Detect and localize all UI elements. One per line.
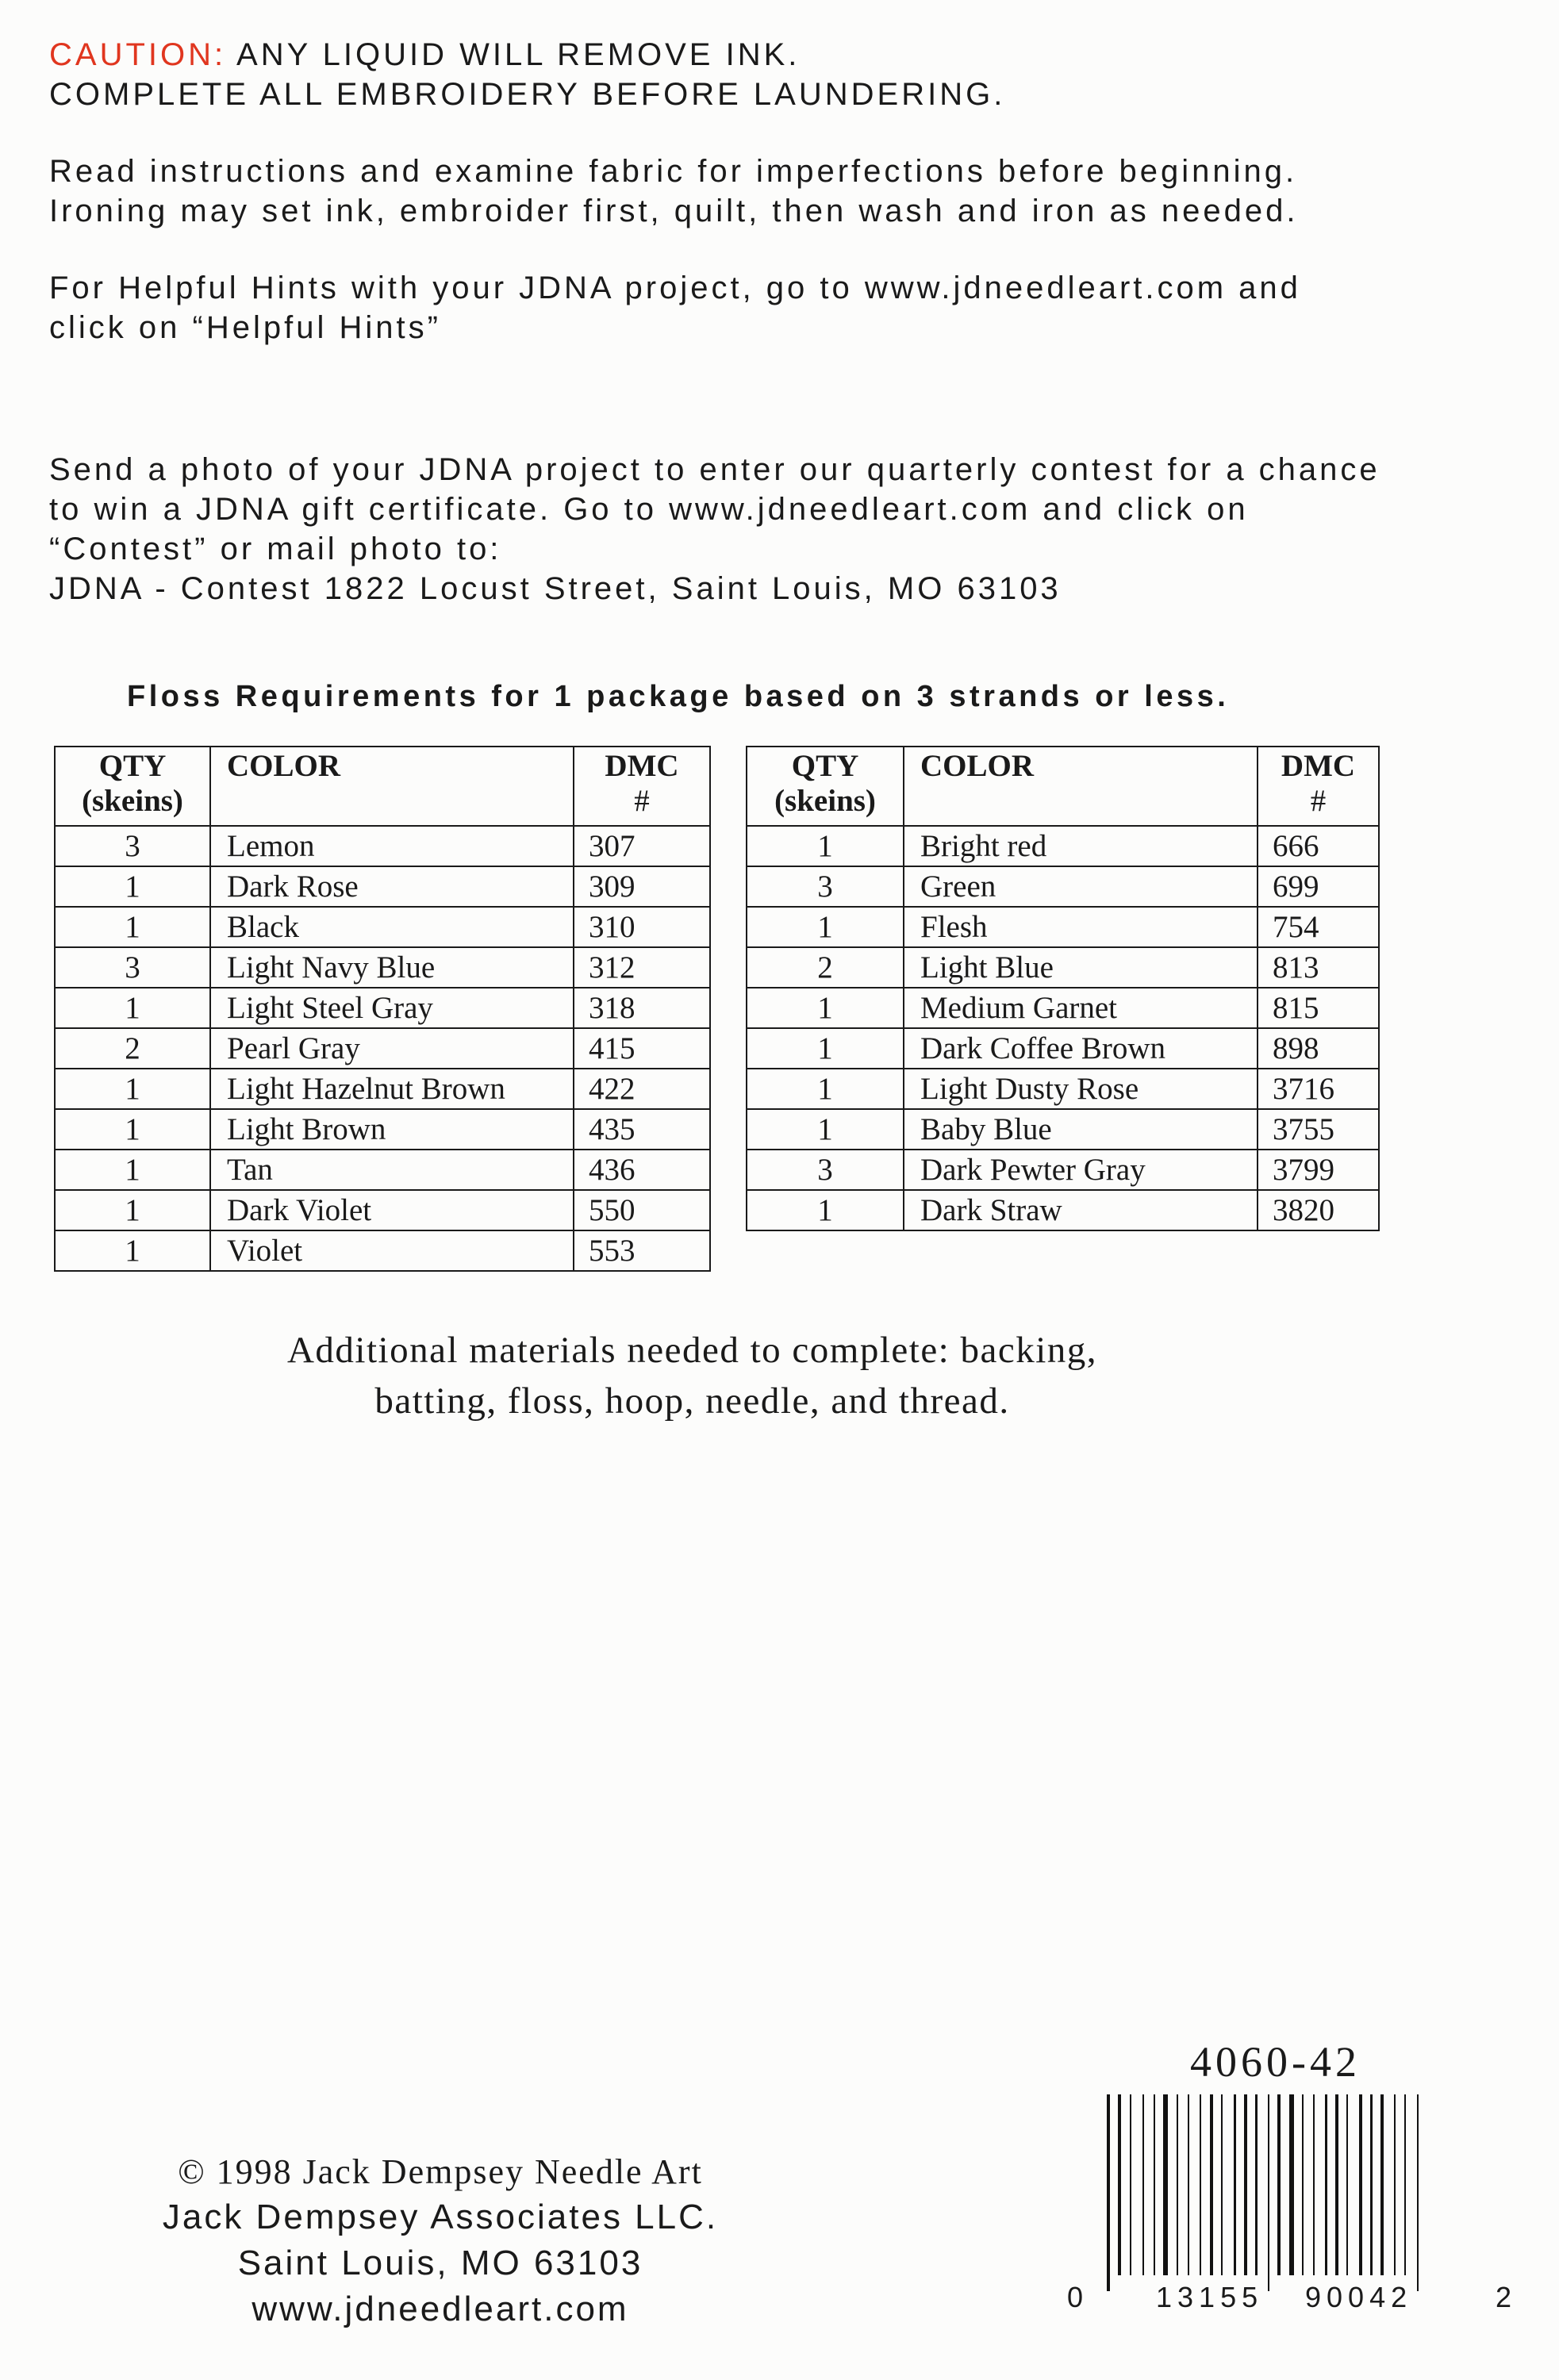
barcode-bar: [1221, 2094, 1223, 2275]
hints-line: click on “Helpful Hints”: [49, 310, 441, 345]
instructions-block: [49, 152, 1298, 231]
table-row: [747, 826, 1379, 866]
table-row: [747, 947, 1379, 988]
color-cell: Flesh: [904, 907, 1258, 947]
table-row: [55, 947, 710, 988]
barcode-bar: [1277, 2094, 1281, 2275]
barcode-left-digits: 13155: [1156, 2281, 1264, 2313]
dmc-cell: 754: [1258, 907, 1379, 947]
qty-cell: 2: [747, 947, 904, 988]
table-row: [55, 866, 710, 907]
color-cell: Bright red: [904, 826, 1258, 866]
table-row: [747, 1150, 1379, 1190]
barcode-bar: [1154, 2094, 1155, 2275]
color-cell: Dark Pewter Gray: [904, 1150, 1258, 1190]
barcode-bar: [1302, 2094, 1304, 2275]
qty-cell: 3: [55, 947, 210, 988]
qty-cell: 1: [747, 826, 904, 866]
qty-cell: 1: [747, 988, 904, 1028]
dmc-cell: 309: [574, 866, 710, 907]
barcode-bar: [1163, 2094, 1168, 2275]
barcode-bar: [1130, 2094, 1131, 2275]
color-cell: Light Navy Blue: [210, 947, 574, 988]
qty-cell: 1: [55, 1150, 210, 1190]
publisher-info: [0, 2150, 881, 2332]
caution-block: [49, 35, 1005, 114]
color-cell: Light Dusty Rose: [904, 1069, 1258, 1109]
table-row: [747, 866, 1379, 907]
color-cell: Violet: [210, 1230, 574, 1271]
dmc-cell: 436: [574, 1150, 710, 1190]
barcode-bar: [1107, 2094, 1110, 2291]
barcode-bars: [1107, 2094, 1488, 2293]
floss-heading: Floss Requirements for 1 package based on 3 strands or less.: [127, 680, 1230, 713]
qty-cell: 1: [747, 1028, 904, 1069]
dmc-cell: 550: [574, 1190, 710, 1230]
qty-cell: 3: [747, 1150, 904, 1190]
instructions-line: Read instructions and examine fabric for imperfections before beginning.: [49, 154, 1298, 189]
additional-materials: [0, 1325, 1384, 1426]
company-name: Jack Dempsey Associates LLC.: [162, 2198, 719, 2236]
barcode-bar: [1359, 2094, 1362, 2275]
qty-cell: 1: [55, 1230, 210, 1271]
table-row: [55, 1230, 710, 1271]
dmc-cell: 318: [574, 988, 710, 1028]
dmc-cell: 815: [1258, 988, 1379, 1028]
copyright: © 1998 Jack Dempsey Needle Art: [178, 2152, 703, 2191]
dmc-cell: 415: [574, 1028, 710, 1069]
barcode-bar: [1313, 2094, 1315, 2275]
dmc-cell: 422: [574, 1069, 710, 1109]
barcode: [1067, 2094, 1518, 2313]
contest-block: [49, 450, 1380, 608]
table-row: [747, 907, 1379, 947]
barcode-bar: [1234, 2094, 1236, 2275]
table-header-row: [55, 747, 710, 826]
barcode-bar: [1289, 2094, 1294, 2275]
qty-cell: 1: [55, 866, 210, 907]
barcode-lead-digit: 0: [1067, 2281, 1089, 2313]
qty-cell: 1: [55, 907, 210, 947]
caution-line-1: [49, 35, 1005, 75]
floss-table-left: [54, 746, 711, 1272]
qty-cell: 2: [55, 1028, 210, 1069]
barcode-bar: [1244, 2094, 1247, 2275]
color-cell: Pearl Gray: [210, 1028, 574, 1069]
table-row: [747, 1028, 1379, 1069]
qty-cell: 3: [747, 866, 904, 907]
barcode-bar: [1142, 2094, 1144, 2275]
qty-cell: 1: [55, 1109, 210, 1150]
barcode-bar: [1370, 2094, 1373, 2275]
color-cell: Green: [904, 866, 1258, 907]
table-row: [747, 1109, 1379, 1150]
additional-line: Additional materials needed to complete: backing,: [286, 1330, 1098, 1371]
qty-cell: 1: [747, 1190, 904, 1230]
qty-cell: 1: [55, 1190, 210, 1230]
color-header: COLOR: [210, 747, 574, 826]
dmc-cell: 3820: [1258, 1190, 1379, 1230]
caution-text: ANY LIQUID WILL REMOVE INK.: [226, 37, 801, 72]
color-cell: Lemon: [210, 826, 574, 866]
dmc-header: DMC #: [1258, 747, 1379, 826]
dmc-cell: 3755: [1258, 1109, 1379, 1150]
dmc-cell: 813: [1258, 947, 1379, 988]
table-row: [55, 826, 710, 866]
table-row: [747, 988, 1379, 1028]
contest-line: to win a JDNA gift certificate. Go to www.jdneedleart.com and click on: [49, 492, 1249, 527]
dmc-cell: 553: [574, 1230, 710, 1271]
qty-cell: 3: [55, 826, 210, 866]
qty-cell: 1: [747, 907, 904, 947]
table-row: [55, 1190, 710, 1230]
barcode-bar: [1118, 2094, 1121, 2275]
color-header: COLOR: [904, 747, 1258, 826]
dmc-cell: 699: [1258, 866, 1379, 907]
color-cell: Light Blue: [904, 947, 1258, 988]
barcode-bar: [1380, 2094, 1384, 2275]
table-row: [55, 1150, 710, 1190]
additional-line: batting, floss, hoop, needle, and thread.: [374, 1380, 1010, 1422]
table-header-row: [747, 747, 1379, 826]
barcode-bar: [1177, 2094, 1178, 2275]
barcode-bar: [1188, 2094, 1189, 2275]
floss-table-right: [746, 746, 1380, 1231]
dmc-cell: 312: [574, 947, 710, 988]
contest-address: JDNA - Contest 1822 Locust Street, Saint Louis, MO 63103: [49, 571, 1062, 606]
instructions-line: Ironing may set ink, embroider first, quilt, then wash and iron as needed.: [49, 194, 1299, 228]
qty-header: QTY (skeins): [747, 747, 904, 826]
table-row: [55, 988, 710, 1028]
qty-cell: 1: [747, 1069, 904, 1109]
color-cell: Tan: [210, 1150, 574, 1190]
color-cell: Light Hazelnut Brown: [210, 1069, 574, 1109]
table-row: [55, 1069, 710, 1109]
dmc-cell: 666: [1258, 826, 1379, 866]
table-row: [55, 907, 710, 947]
hints-line: For Helpful Hints with your JDNA project, go to www.jdneedleart.com and: [49, 271, 1301, 305]
qty-cell: 1: [55, 988, 210, 1028]
barcode-bar: [1346, 2094, 1348, 2275]
qty-header: QTY (skeins): [55, 747, 210, 826]
contest-line: “Contest” or mail photo to:: [49, 532, 502, 566]
color-cell: Dark Rose: [210, 866, 574, 907]
dmc-cell: 898: [1258, 1028, 1379, 1069]
color-cell: Baby Blue: [904, 1109, 1258, 1150]
color-cell: Dark Straw: [904, 1190, 1258, 1230]
barcode-right-digits: 90042: [1305, 2281, 1413, 2313]
dmc-cell: 3799: [1258, 1150, 1379, 1190]
barcode-bar: [1404, 2094, 1406, 2275]
dmc-cell: 435: [574, 1109, 710, 1150]
hints-block: [49, 268, 1301, 347]
barcode-bar: [1394, 2094, 1396, 2275]
color-cell: Light Steel Gray: [210, 988, 574, 1028]
qty-cell: 1: [55, 1069, 210, 1109]
dmc-cell: 307: [574, 826, 710, 866]
color-cell: Medium Garnet: [904, 988, 1258, 1028]
barcode-bar: [1255, 2094, 1258, 2275]
barcode-bar: [1417, 2094, 1419, 2291]
table-row: [747, 1069, 1379, 1109]
dmc-cell: 3716: [1258, 1069, 1379, 1109]
color-cell: Black: [210, 907, 574, 947]
website: www.jdneedleart.com: [252, 2290, 629, 2328]
table-row: [55, 1028, 710, 1069]
company-city: Saint Louis, MO 63103: [237, 2244, 643, 2282]
color-cell: Dark Coffee Brown: [904, 1028, 1258, 1069]
caution-label: CAUTION:: [49, 37, 227, 72]
barcode-bar: [1200, 2094, 1201, 2275]
product-code: 4060-42: [1190, 2038, 1361, 2086]
dmc-cell: 310: [574, 907, 710, 947]
barcode-bar: [1268, 2094, 1269, 2291]
contest-line: Send a photo of your JDNA project to enter our quarterly contest for a chance: [49, 452, 1380, 487]
color-cell: Light Brown: [210, 1109, 574, 1150]
caution-line-2: COMPLETE ALL EMBROIDERY BEFORE LAUNDERING.: [49, 77, 1006, 112]
qty-cell: 1: [747, 1109, 904, 1150]
color-cell: Dark Violet: [210, 1190, 574, 1230]
barcode-check-digit: 2: [1496, 2281, 1518, 2313]
barcode-bar: [1325, 2094, 1327, 2275]
table-row: [55, 1109, 710, 1150]
table-row: [747, 1190, 1379, 1230]
barcode-bar: [1335, 2094, 1338, 2275]
barcode-bar: [1210, 2094, 1213, 2275]
dmc-header: DMC #: [574, 747, 710, 826]
